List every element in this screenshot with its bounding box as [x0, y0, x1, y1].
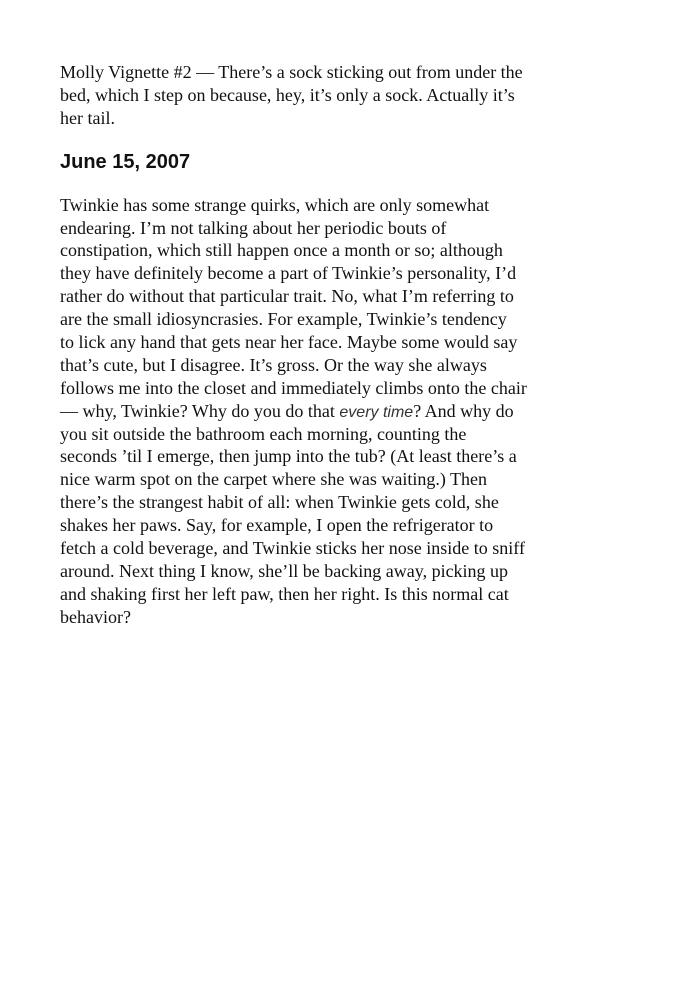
text-line: that’s cute, but I disagree. It’s gross. Or the way she always [60, 354, 487, 375]
text-line: nice warm spot on the carpet where she was waiting.) Then [60, 469, 488, 490]
text-line: there’s the strangest habit of all: when Twinkie gets cold, she [60, 492, 499, 513]
text-line: they have definitely become a part of Twinkie’s personality, I’d [60, 263, 517, 284]
document-body [60, 61, 590, 629]
text-line: shakes her paws. Say, for example, I open the refrigerator to [60, 515, 494, 536]
text-line: her tail. [60, 107, 115, 128]
text-line: endearing. I’m not talking about her periodic bouts of [60, 217, 447, 238]
text-line: Molly Vignette #2 — There’s a sock sticking out from under the [60, 62, 523, 82]
text-line: and shaking first her left paw, then her right. Is this normal cat [60, 583, 509, 604]
text-segment: — why, Twinkie? Why do you do that [60, 400, 340, 421]
text-line: are the small idiosyncrasies. For example, Twinkie’s tendency [60, 309, 507, 330]
text-line: follows me into the closet and immediately climbs onto the chair [60, 377, 527, 398]
text-line: rather do without that particular trait. No, what I’m referring to [60, 286, 514, 307]
emphasis-text: every time [339, 403, 414, 421]
text-line: seconds ’til I emerge, then jump into the tub? (At least there’s a [60, 446, 517, 467]
paragraph-twinkie-quirks [60, 194, 590, 629]
text-line: constipation, which still happen once a month or so; although [60, 240, 503, 261]
text-line: bed, which I step on because, hey, it’s only a sock. Actually it’s [60, 84, 515, 105]
text-line: behavior? [60, 606, 131, 627]
text-line: to lick any hand that gets near her face. Maybe some would say [60, 332, 518, 353]
paragraph-molly-vignette [60, 61, 590, 130]
text-line: fetch a cold beverage, and Twinkie sticks her nose inside to sniff [60, 538, 525, 559]
text-line: Twinkie has some strange quirks, which are only somewhat [60, 194, 490, 215]
date-heading: June 15, 2007 [60, 150, 191, 173]
text-line: around. Next thing I know, she’ll be backing away, picking up [60, 560, 509, 581]
text-segment: ? And why do [413, 400, 514, 421]
text-line-with-emphasis [60, 400, 590, 423]
text-line: you sit outside the bathroom each morning, counting the [60, 423, 467, 444]
